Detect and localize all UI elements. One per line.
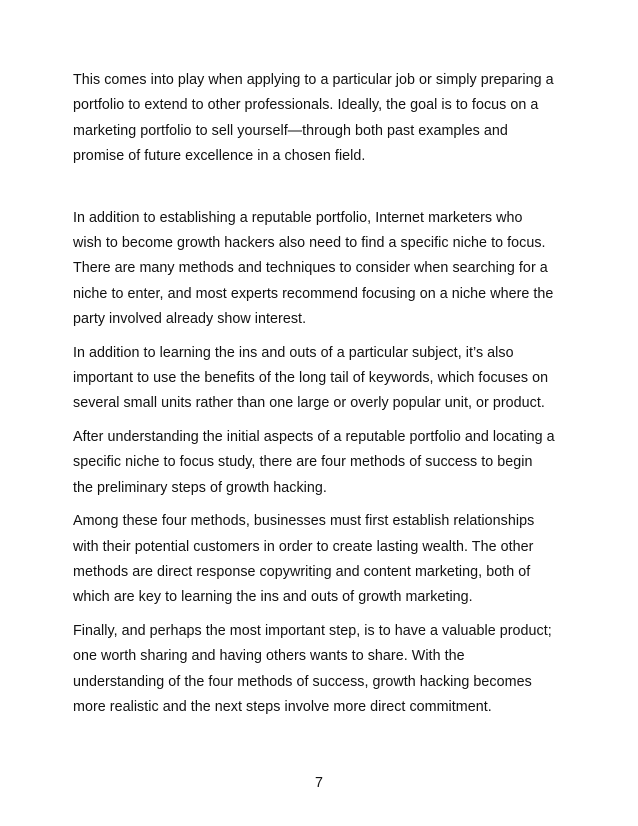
paragraph-spacer [73, 611, 573, 619]
paragraph-spacer [73, 170, 573, 206]
paragraph-spacer [73, 501, 573, 509]
paragraph-line: the preliminary steps of growth hacking. [73, 479, 327, 496]
paragraph-line: marketing portfolio to sell yourself—through both past examples and [73, 122, 508, 139]
paragraph-line: portfolio to extend to other professionals. Ideally, the goal is to focus on a [73, 97, 539, 114]
paragraph-line: important to use the benefits of the long tail of keywords, which focuses on [73, 370, 549, 387]
paragraph-line: Among these four methods, businesses must first establish relationships [73, 513, 535, 530]
paragraph-line: specific niche to focus study, there are four methods of success to begin [73, 454, 533, 471]
page-body [73, 68, 573, 720]
paragraph-line: with their potential customers in order to create lasting wealth. The other [73, 538, 534, 555]
paragraph-line: niche to enter, and most experts recommend focusing on a niche where the [73, 285, 554, 302]
paragraph-line: There are many methods and techniques to consider when searching for a [73, 260, 548, 277]
paragraph-line: methods are direct response copywriting and content marketing, both of [73, 563, 531, 580]
paragraph-line: party involved already show interest. [73, 311, 307, 328]
paragraph-line: promise of future excellence in a chosen field. [73, 148, 366, 165]
paragraph-line: In addition to learning the ins and outs of a particular subject, it’s also [73, 344, 514, 361]
paragraph-line: After understanding the initial aspects of a reputable portfolio and locating a [73, 428, 555, 445]
paragraph-line: understanding of the four methods of success, growth hacking becomes [73, 673, 532, 690]
paragraph-niche [73, 206, 573, 333]
page-number: 7 [315, 775, 323, 791]
paragraph-relationships [73, 509, 573, 611]
paragraph-line: In addition to establishing a reputable portfolio, Internet marketers who [73, 209, 523, 226]
paragraph-line: Finally, and perhaps the most important step, is to have a valuable product; [73, 622, 552, 639]
paragraph-line: more realistic and the next steps involve more direct commitment. [73, 698, 492, 715]
paragraph-line: This comes into play when applying to a particular job or simply preparing a [73, 72, 554, 88]
paragraph-four-methods [73, 425, 573, 501]
paragraph-line: several small units rather than one large or overly popular unit, or product. [73, 395, 545, 412]
paragraph-line: one worth sharing and having others wants to share. With the [73, 648, 465, 665]
paragraph-valuable-product [73, 619, 573, 721]
paragraph-portfolio-intro [73, 68, 573, 170]
paragraph-long-tail [73, 341, 573, 417]
paragraph-line: wish to become growth hackers also need to find a specific niche to focus. [73, 235, 546, 252]
paragraph-spacer [73, 333, 573, 341]
paragraph-spacer [73, 417, 573, 425]
paragraph-line: which are key to learning the ins and outs of growth marketing. [73, 589, 473, 606]
